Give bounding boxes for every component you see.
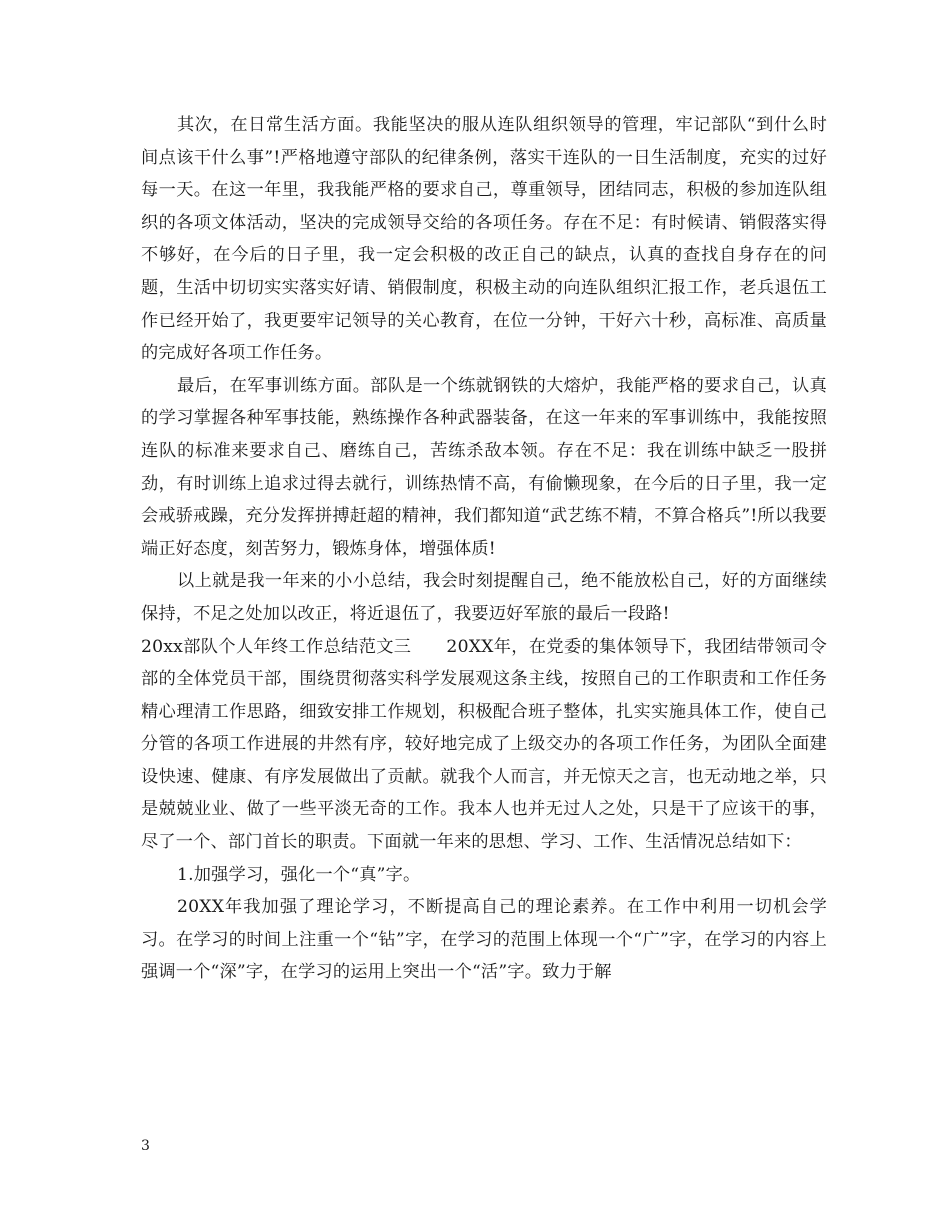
paragraph-study-details: 20XX年我加强了理论学习，不断提高自己的理论素养。在工作中利用一切机会学习。在学习的时间上注重一个“钻”字，在学习的范围上体现一个“广”字，在学习的内容上强调一个“深”字，在学习的运用上突出一个“活”字。致力于解 <box>141 897 827 983</box>
paragraph-conclusion: 以上就是我一年来的小小总结，我会时刻提醒自己，绝不能放松自己，好的方面继续保持，不足之处加以改正，将近退伍了，我要迈好军旅的最后一段路! <box>141 571 827 624</box>
document-body <box>141 109 827 989</box>
paragraph-military-training: 最后，在军事训练方面。部队是一个练就钢铁的大熔炉，我能严格的要求自己，认真的学习掌握各种军事技能，熟练操作各种武器装备，在这一年来的军事训练中，我能按照连队的标准来要求自己、磨练自己，苦练杀敌本领。存在不足：我在训练中缺乏一股拼劲，有时训练上追求过得去就行，训练热情不高，有偷懒现象，在今后的日子里，我一定会戒骄戒躁，充分发挥拼搏赶超的精神，我们都知道“武艺练不精，不算合格兵”!所以我要端正好态度，刻苦努力，锻炼身体，增强体质! <box>141 375 827 559</box>
paragraph-sample-three: 20xx部队个人年终工作总结范文三 20XX年，在党委的集体领导下，我团结带领司令部的全体党员干部，围绕贯彻落实科学发展观这条主线，按照自己的工作职责和工作任务精心理清工作思路，细致安排工作规划，积极配合班子整体，扎实实施具体工作，使自己分管的各项工作进展的井然有序，较好地完成了上级交办的各项工作任务，为团队全面建设快速、健康、有序发展做出了贡献。就我个人而言，并无惊天之言，也无动地之举，只是兢兢业业、做了一些平淡无奇的工作。我本人也并无过人之处，只是干了应该干的事，尽了一个、部门首长的职责。下面就一年来的思想、学习、工作、生活情况总结如下： <box>141 636 827 853</box>
paragraph-daily-life: 其次，在日常生活方面。我能坚决的服从连队组织领导的管理，牢记部队“到什么时间点该干什么事”!严格地遵守部队的纪律条例，落实干连队的一日生活制度，充实的过好每一天。在这一年里，我我能严格的要求自己，尊重领导，团结同志，积极的参加连队组织的各项文体活动，坚决的完成领导交给的各项任务。存在不足：有时候请、销假落实得不够好，在今后的日子里，我一定会积极的改正自己的缺点，认真的查找自身存在的问题，生活中切切实实落实好请、销假制度，积极主动的向连队组织汇报工作，老兵退伍工作已经开始了，我更要牢记领导的关心教育，在位一分钟，干好六十秒，高标准、高质量的完成好各项工作任务。 <box>141 115 827 364</box>
page-number: 3 <box>141 1138 150 1154</box>
paragraph-heading-study: 1.加强学习，强化一个“真”字。 <box>177 864 421 885</box>
